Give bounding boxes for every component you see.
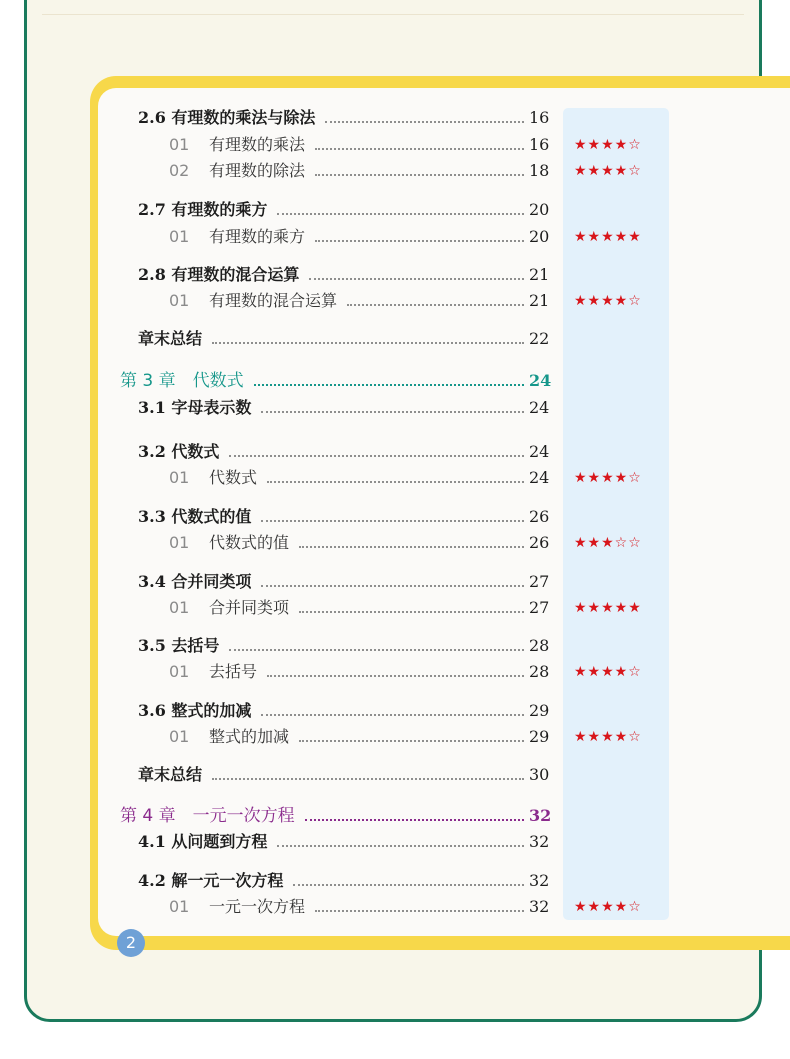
toc-entry [0,530,790,556]
leader-dots [315,910,524,912]
topic-number: 01 [169,533,190,552]
topic-label: 去括号 [209,662,258,681]
page-number-badge: 2 [117,929,145,957]
leader-dots [347,304,524,306]
leader-dots [277,213,524,215]
section-title: 3.3 代数式的值 [138,507,252,526]
leader-dots [299,611,524,613]
page-ref: 32 [529,871,550,890]
page-ref: 20 [529,200,550,219]
difficulty-stars: ★★★★☆ [574,137,642,153]
toc-entry [0,262,790,288]
page-ref: 24 [529,468,550,487]
topic-label: 一元一次方程 [209,897,306,916]
leader-dots [315,148,524,150]
difficulty-stars: ★★★★☆ [574,729,642,745]
section-title: 3.5 去括号 [138,636,220,655]
topic-number: 02 [169,161,190,180]
toc-entry [0,395,790,421]
leader-dots [229,649,524,651]
toc-entry [0,803,790,829]
page-ref: 20 [529,227,550,246]
topic-number: 01 [169,135,190,154]
toc-entry [0,829,790,855]
page-ref: 21 [529,291,550,310]
topic-number: 01 [169,598,190,617]
toc-entry [0,595,790,621]
page-ref: 28 [529,636,550,655]
toc-entry [0,326,790,352]
page-ref: 24 [529,442,550,461]
leader-dots [267,481,524,483]
topic-label: 合并同类项 [209,598,290,617]
toc-entry [0,439,790,465]
topic-title [169,288,337,314]
toc-entry [0,197,790,223]
section-title: 2.8 有理数的混合运算 [138,265,300,284]
page-ref: 29 [529,727,550,746]
toc-entry [0,698,790,724]
page-ref: 24 [529,398,550,417]
section-title: 4.1 从问题到方程 [138,832,268,851]
topic-number: 01 [169,897,190,916]
leader-dots [254,384,524,386]
page-ref: 27 [529,598,550,617]
topic-number: 01 [169,227,190,246]
topic-title [169,465,257,491]
page-ref: 26 [529,507,550,526]
leader-dots [212,342,524,344]
topic-label: 代数式 [209,468,258,487]
toc-entry [0,569,790,595]
page-ref: 29 [529,701,550,720]
leader-dots [299,740,524,742]
toc-entry [0,132,790,158]
top-strip [42,0,744,15]
toc-entry [0,368,790,394]
toc-entry [0,158,790,184]
leader-dots [309,278,524,280]
toc-entry [0,894,790,920]
topic-title [169,724,289,750]
difficulty-stars: ★★★★☆ [574,163,642,179]
difficulty-stars: ★★★★☆ [574,470,642,486]
page-ref: 18 [529,161,550,180]
leader-dots [293,884,524,886]
chapter-title: 第 4 章 一元一次方程 [120,806,295,826]
page-ref: 28 [529,662,550,681]
toc-entry [0,659,790,685]
leader-dots [315,174,524,176]
section-title: 3.6 整式的加减 [138,701,252,720]
difficulty-stars: ★★★★☆ [574,293,642,309]
toc-entry [0,633,790,659]
topic-title [169,659,257,685]
section-title: 章末总结 [138,329,203,348]
section-title: 章末总结 [138,765,203,784]
toc-entry [0,504,790,530]
page-ref: 21 [529,265,550,284]
page-ref: 16 [529,108,550,127]
topic-label: 整式的加减 [209,727,290,746]
leader-dots [261,411,524,413]
toc-entry [0,868,790,894]
section-title: 4.2 解一元一次方程 [138,871,284,890]
difficulty-stars: ★★★★★ [574,600,642,616]
topic-title [169,224,305,250]
topic-label: 有理数的除法 [209,161,306,180]
toc-entry [0,105,790,131]
section-title: 3.1 字母表示数 [138,398,252,417]
difficulty-stars: ★★★★☆ [574,899,642,915]
topic-label: 代数式的值 [209,533,290,552]
page-ref: 26 [529,533,550,552]
chapter-title: 第 3 章 代数式 [120,371,244,391]
section-title: 3.4 合并同类项 [138,572,252,591]
leader-dots [315,240,524,242]
topic-title [169,894,305,920]
toc-entry [0,724,790,750]
topic-number: 01 [169,727,190,746]
toc-entry [0,288,790,314]
topic-label: 有理数的混合运算 [209,291,338,310]
difficulty-stars: ★★★★☆ [574,664,642,680]
toc-entry [0,224,790,250]
leader-dots [277,845,524,847]
leader-dots [299,546,524,548]
page-ref: 16 [529,135,550,154]
leader-dots [261,714,524,716]
topic-label: 有理数的乘法 [209,135,306,154]
page-ref: 32 [529,897,550,916]
leader-dots [212,778,524,780]
difficulty-stars: ★★★★★ [574,229,642,245]
topic-title [169,530,289,556]
section-title: 2.6 有理数的乘法与除法 [138,108,316,127]
page-ref: 27 [529,572,550,591]
page-ref: 32 [529,832,550,851]
page-ref: 32 [529,806,552,825]
section-title: 3.2 代数式 [138,442,220,461]
leader-dots [261,585,524,587]
topic-title [169,595,289,621]
section-title: 2.7 有理数的乘方 [138,200,268,219]
page-ref: 24 [529,371,552,390]
leader-dots [305,819,524,821]
leader-dots [261,520,524,522]
toc-entry [0,762,790,788]
toc-entry [0,465,790,491]
leader-dots [325,121,524,123]
topic-number: 01 [169,291,190,310]
page-ref: 30 [529,765,550,784]
leader-dots [267,675,524,677]
difficulty-stars: ★★★☆☆ [574,535,642,551]
topic-number: 01 [169,468,190,487]
page-ref: 22 [529,329,550,348]
topic-title [169,132,305,158]
topic-label: 有理数的乘方 [209,227,306,246]
topic-number: 01 [169,662,190,681]
leader-dots [229,455,524,457]
topic-title [169,158,305,184]
